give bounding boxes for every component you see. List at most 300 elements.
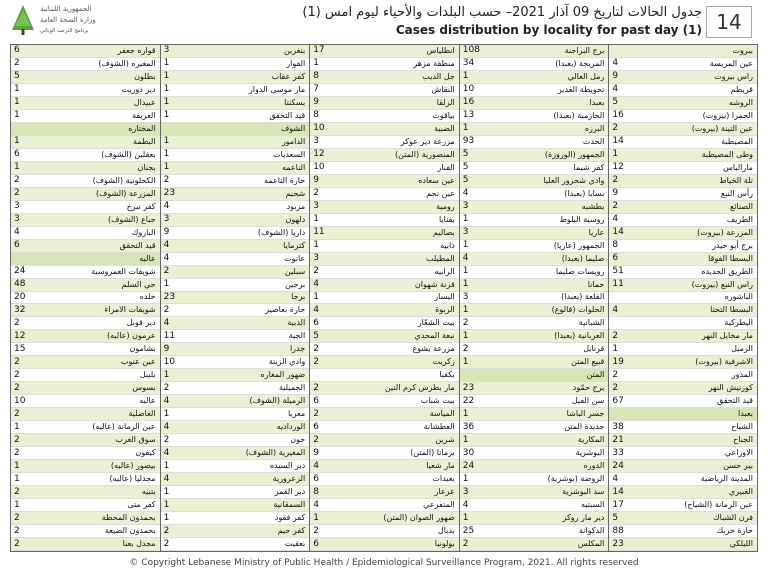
table-row	[161, 201, 310, 214]
table-row	[609, 71, 757, 84]
table-row	[161, 538, 310, 551]
case-count: 10	[313, 162, 325, 173]
locality-name: مزرعة دير عوكر	[400, 136, 455, 146]
logo-line-ministry: وزارة الصحة العامة	[40, 16, 96, 24]
case-count: 1	[163, 512, 170, 523]
locality-name: عرمون (عاليه)	[106, 331, 156, 341]
locality-name: ضهور المغاره	[260, 370, 306, 380]
case-count: 25	[462, 525, 475, 536]
locality-name: الكحلونية (الشوف)	[92, 175, 156, 185]
table-row	[609, 382, 757, 395]
locality-name: دلهون	[285, 214, 306, 224]
case-count: 1	[163, 97, 170, 108]
case-count: 93	[462, 136, 475, 147]
locality-name: الشياح	[731, 422, 753, 432]
case-count: 88	[612, 525, 624, 536]
table-row	[310, 499, 459, 512]
case-count: 23	[163, 291, 176, 302]
table-row	[11, 240, 160, 253]
table-row	[161, 71, 310, 84]
case-count: 3	[313, 136, 319, 147]
table-row	[11, 279, 160, 292]
locality-name: المنصورية (المتن)	[395, 149, 455, 159]
case-count: 2	[14, 447, 20, 458]
case-count: 2	[462, 538, 469, 549]
case-count: 4	[612, 304, 619, 315]
locality-name: عين الرمانة (الشياح)	[684, 500, 753, 510]
case-count: 51	[612, 266, 624, 277]
table-row	[310, 525, 459, 538]
table-row	[11, 525, 160, 538]
case-count: 1	[163, 279, 170, 290]
locality-name: ضهور الصوان (المتن)	[383, 513, 455, 523]
locality-name: المزرعة (بيروت)	[697, 227, 753, 237]
table-row	[11, 473, 160, 486]
case-count: 1	[462, 71, 469, 82]
locality-name: عاليه	[139, 396, 156, 406]
table-row	[11, 421, 160, 434]
ministry-logo	[10, 2, 122, 40]
table-row	[609, 447, 757, 460]
table-row	[161, 473, 310, 486]
table-row	[609, 408, 757, 421]
case-count: 6	[313, 538, 319, 549]
locality-name: بيروت	[732, 45, 753, 55]
locality-name: البوشرية	[575, 448, 605, 458]
locality-name: المكارية	[577, 435, 605, 445]
table-row	[609, 356, 757, 369]
table-row	[609, 279, 757, 292]
table-row	[11, 356, 160, 369]
locality-name: الحمرا (بيروت)	[702, 110, 753, 120]
case-count: 6	[14, 240, 20, 251]
table-row	[460, 395, 609, 408]
locality-name: الربوة	[435, 305, 455, 315]
table-row	[161, 486, 310, 499]
case-count: 2	[313, 434, 319, 445]
case-count: 1	[163, 58, 170, 69]
locality-name: العربانية (بعبدا)	[554, 331, 605, 341]
page-header	[0, 0, 768, 44]
locality-name: برج أبو حيدر	[712, 240, 753, 250]
locality-name: الحازمية (بعبدا)	[553, 110, 605, 120]
table-row	[161, 512, 310, 525]
locality-name: الاشرفية (بيروت)	[695, 357, 753, 367]
case-count: 9	[313, 175, 319, 186]
locality-name: كورنيش النهر	[708, 383, 753, 393]
case-count: 3	[462, 227, 469, 238]
table-row	[161, 214, 310, 227]
table-row	[161, 58, 310, 71]
locality-name: البطمة	[133, 136, 156, 146]
locality-name: راس النبع (بيروت)	[691, 279, 753, 289]
table-row	[161, 356, 310, 369]
table-row	[161, 175, 310, 188]
table-row	[460, 266, 609, 279]
locality-name: برمانا (المتن)	[410, 448, 455, 458]
case-count: 23	[612, 538, 624, 549]
locality-name: جل الديب	[422, 71, 455, 81]
page-title-english: Cases distribution by locality for past day (1)	[395, 23, 702, 37]
table-row	[609, 227, 757, 240]
case-count: 12	[313, 149, 325, 160]
table-row	[609, 395, 757, 408]
case-count: 10	[14, 395, 26, 406]
locality-name: كفر متى	[127, 500, 156, 510]
locality-name: برج حمّود	[572, 383, 605, 393]
case-count: 2	[14, 512, 20, 523]
case-count: 12	[612, 162, 624, 173]
table-row	[161, 460, 310, 473]
table-row	[460, 408, 609, 421]
table-row	[460, 486, 609, 499]
locality-name: سن الفيل	[571, 396, 605, 406]
table-row	[161, 343, 310, 356]
locality-name: شويفات العمروسية	[91, 266, 156, 276]
locality-name: بقنايا	[438, 214, 455, 224]
table-row	[11, 97, 160, 110]
table-row	[460, 201, 609, 214]
case-count: 30	[462, 447, 475, 458]
table-row	[460, 382, 609, 395]
table-row	[310, 486, 459, 499]
locality-name: بطلون	[134, 71, 156, 81]
table-row	[11, 382, 160, 395]
locality-name: حارة بعاصير	[265, 305, 306, 315]
table-row	[161, 253, 310, 266]
table-row	[460, 512, 609, 525]
table-row	[310, 395, 459, 408]
table-row	[161, 136, 310, 149]
table-row	[460, 317, 609, 330]
locality-name: بيت شباب	[420, 396, 455, 406]
locality-name: وادي الزينة	[268, 357, 306, 367]
case-count: 5	[462, 149, 469, 160]
locality-name: كفر حيم	[277, 526, 306, 536]
table-row	[460, 136, 609, 149]
case-count: 4	[612, 84, 619, 95]
case-count: 4	[462, 188, 469, 199]
case-count: 1	[163, 71, 170, 82]
locality-name: الرميلة (الشوف)	[249, 396, 306, 406]
case-count: 20	[14, 291, 26, 302]
locality-name: عبيدال	[133, 97, 156, 107]
locality-name: الدبية	[287, 318, 306, 328]
case-count: 6	[14, 45, 20, 56]
locality-name: قبيع المتن	[571, 357, 605, 367]
table-row	[11, 58, 160, 71]
table-row	[609, 136, 757, 149]
table-row	[310, 317, 459, 330]
table-row	[609, 214, 757, 227]
case-count: 6	[313, 421, 319, 432]
locality-name: الطريف	[726, 214, 753, 224]
table-row	[310, 123, 459, 136]
table-row	[161, 395, 310, 408]
case-count: 3	[14, 201, 20, 212]
locality-name: السعديات	[273, 149, 306, 159]
table-column	[10, 44, 160, 552]
locality-name: الجمهور (الوروزة)	[544, 149, 605, 159]
locality-name: دير السيده	[269, 461, 306, 471]
locality-name: بيصور (عاليه)	[110, 461, 156, 471]
case-count: 2	[462, 343, 469, 354]
logo-line-republic: الجمهورية اللبنانية	[40, 5, 92, 13]
page-title-arabic: جدول الحالات لتاريخ 09 آذار 2021– حسب البلدات والأحياء ليوم امس (1)	[302, 5, 702, 20]
table-row	[11, 162, 160, 175]
case-count: 8	[313, 71, 319, 82]
table-row	[609, 253, 757, 266]
case-count: 1	[163, 110, 170, 121]
table-row	[310, 58, 459, 71]
case-count: 4	[14, 227, 20, 238]
locality-name: المياسة	[429, 409, 455, 419]
table-row	[310, 149, 459, 162]
locality-name: حارة الناعمه	[264, 175, 306, 185]
locality-name: عانوت	[284, 253, 306, 263]
table-row	[609, 123, 757, 136]
table-row	[11, 84, 160, 97]
locality-name: رمل العالي	[567, 71, 605, 81]
table-row	[460, 434, 609, 447]
locality-name: ذابيه	[440, 240, 455, 250]
locality-name: البسطا الفوقا	[708, 253, 753, 263]
case-count: 2	[163, 304, 170, 315]
locality-name: سبلين	[284, 266, 306, 276]
case-count: 24	[14, 266, 26, 277]
case-count: 5	[612, 97, 619, 108]
table-row	[11, 304, 160, 317]
case-count: 1	[462, 473, 469, 484]
locality-name: اليسار	[434, 292, 455, 302]
table-row	[609, 266, 757, 279]
case-count: 9	[163, 343, 170, 354]
locality-name: جسر الباشا	[566, 409, 605, 419]
locality-name: قريطم	[730, 84, 753, 94]
case-count: 4	[462, 253, 469, 264]
case-count: 8	[313, 486, 319, 497]
locality-name: بسابا (بعبدا)	[564, 188, 605, 198]
table-row	[310, 175, 459, 188]
table-row	[609, 175, 757, 188]
table-row	[161, 408, 310, 421]
case-count: 1	[462, 304, 469, 315]
table-row	[161, 434, 310, 447]
locality-name: راس بيروت	[714, 71, 753, 81]
case-count: 38	[612, 421, 624, 432]
case-count: 1	[612, 149, 619, 160]
locality-name: كفر شيما	[573, 162, 605, 172]
table-row	[609, 343, 757, 356]
case-count: 4	[313, 304, 319, 315]
locality-name: دير قوبل	[126, 318, 156, 328]
locality-name: انطلياس	[426, 45, 455, 55]
table-row	[460, 214, 609, 227]
locality-name: معريا	[287, 409, 306, 419]
table-row	[310, 266, 459, 279]
table-row	[11, 45, 160, 58]
table-row	[460, 473, 609, 486]
table-row	[11, 369, 160, 382]
locality-name: دير القمر	[274, 487, 306, 497]
case-count: 3	[313, 253, 319, 264]
table-row	[460, 421, 609, 434]
table-row	[161, 45, 310, 58]
case-count: 1	[163, 84, 170, 95]
case-count: 11	[313, 227, 325, 238]
locality-name: عين الرمانة (عاليه)	[92, 422, 156, 432]
case-count: 1	[14, 460, 20, 471]
table-row	[609, 45, 757, 58]
locality-name: زكريت	[432, 357, 455, 367]
table-row	[11, 188, 160, 201]
table-row	[11, 460, 160, 473]
locality-name: بعقلين (الشوف)	[101, 149, 156, 159]
locality-name: بيت الشعّار	[417, 318, 455, 328]
case-count: 2	[163, 175, 170, 186]
case-count: 2	[163, 382, 170, 393]
locality-name: مار موسى الدوار	[248, 84, 306, 94]
table-row	[11, 330, 160, 343]
case-count: 11	[612, 279, 624, 290]
case-count: 1	[14, 473, 20, 484]
table-row	[310, 279, 459, 292]
table-row	[310, 227, 459, 240]
case-count: 4	[163, 201, 170, 212]
table-row	[11, 175, 160, 188]
case-count: 1	[313, 58, 319, 69]
locality-name: مزبود	[286, 201, 306, 211]
locality-name: بصاليم	[433, 227, 455, 237]
table-column	[160, 44, 310, 552]
case-count: 22	[462, 395, 475, 406]
case-count: 10	[462, 84, 475, 95]
case-count: 2	[612, 123, 619, 134]
case-count: 1	[462, 123, 469, 134]
case-count: 4	[612, 58, 619, 69]
table-row	[609, 317, 757, 330]
table-row	[310, 421, 459, 434]
copyright-footer: © Copyright Lebanese Ministry of Public Health / Epidemiological Surveillance Program, 2021. All rights reserved	[129, 558, 639, 568]
locality-name: الصنائع	[730, 201, 753, 211]
table-row	[11, 292, 160, 305]
table-row	[161, 447, 310, 460]
case-count: 1	[313, 214, 319, 225]
locality-name: الباشوره	[724, 292, 753, 302]
case-count: 1	[14, 162, 20, 173]
locality-name: الدامور	[281, 136, 306, 146]
locality-name: الاوزاعي	[724, 448, 753, 458]
locality-name: الدوره	[583, 461, 605, 471]
locality-name: الزعرورية	[272, 474, 306, 484]
case-count: 48	[14, 279, 26, 290]
locality-name: قرنة شهوان	[414, 279, 455, 289]
table-row	[11, 408, 160, 421]
locality-name: قيد التحقق	[269, 110, 306, 120]
table-row	[460, 253, 609, 266]
table-row	[310, 214, 459, 227]
locality-name: بتبيه	[141, 487, 156, 497]
page-number: 14	[706, 6, 752, 38]
table-row	[460, 538, 609, 551]
locality-name: شويفات الامراء	[104, 305, 156, 315]
locality-name: سد البوشرية	[562, 487, 605, 497]
case-count: 2	[313, 343, 319, 354]
table-row	[609, 97, 757, 110]
locality-name: شحيم	[285, 188, 306, 198]
table-row	[11, 71, 160, 84]
case-count: 12	[14, 330, 26, 341]
locality-name: بعبدات	[432, 474, 455, 484]
table-row	[460, 97, 609, 110]
table-row	[609, 188, 757, 201]
case-count: 4	[163, 253, 170, 264]
table-row	[460, 149, 609, 162]
locality-name: شرين	[435, 435, 455, 445]
table-row	[609, 460, 757, 473]
locality-name: عين التينة (بيروت)	[691, 123, 753, 133]
case-count: 2	[163, 525, 170, 536]
case-count: 2	[14, 188, 20, 199]
case-count: 6	[313, 473, 319, 484]
case-count: 1	[462, 330, 469, 341]
locality-name: القلعة (بعبدا)	[561, 292, 605, 302]
table-column	[608, 44, 758, 552]
case-count: 8	[313, 110, 319, 121]
locality-name: بليبل	[139, 370, 156, 380]
table-row	[460, 175, 609, 188]
table-row	[310, 292, 459, 305]
locality-name: المدينة الرياضية	[700, 474, 753, 484]
locality-name: العطشانة	[423, 422, 455, 432]
locality-name: المدور	[731, 370, 753, 380]
locality-name: عين نجم	[426, 188, 455, 198]
table-row	[11, 201, 160, 214]
case-count: 2	[313, 356, 319, 367]
case-count: 16	[612, 110, 624, 121]
table-row	[609, 304, 757, 317]
locality-name: الغاضلية	[128, 409, 156, 419]
table-row	[609, 434, 757, 447]
case-count: 33	[612, 447, 624, 458]
locality-name: الورداديه	[276, 422, 306, 432]
case-count: 1	[14, 110, 20, 121]
case-count: 17	[313, 45, 325, 56]
table-row	[11, 214, 160, 227]
case-count: 1	[313, 512, 319, 523]
locality-name: مزرعة يشوع	[412, 344, 455, 354]
locality-name: حارة حريك	[716, 526, 753, 536]
case-count: 5	[14, 71, 20, 82]
locality-name: الجميلية	[278, 383, 306, 393]
locality-name: الفوار	[286, 58, 306, 68]
case-count: 4	[163, 447, 170, 458]
table-row	[609, 58, 757, 71]
case-count: 19	[612, 356, 624, 367]
locality-name: المتفرعي	[423, 500, 455, 510]
locality-name: مار شعيا	[426, 461, 455, 471]
case-count: 4	[163, 473, 170, 484]
case-count: 14	[612, 227, 624, 238]
table-row	[11, 499, 160, 512]
table-row	[11, 227, 160, 240]
locality-name: الغريفة	[132, 110, 156, 120]
table-row	[161, 330, 310, 343]
locality-name: تلة الخياط	[719, 175, 753, 185]
locality-name: الليلكي	[729, 539, 753, 548]
case-count: 8	[612, 240, 619, 251]
locality-name: بكفيا	[439, 370, 455, 380]
